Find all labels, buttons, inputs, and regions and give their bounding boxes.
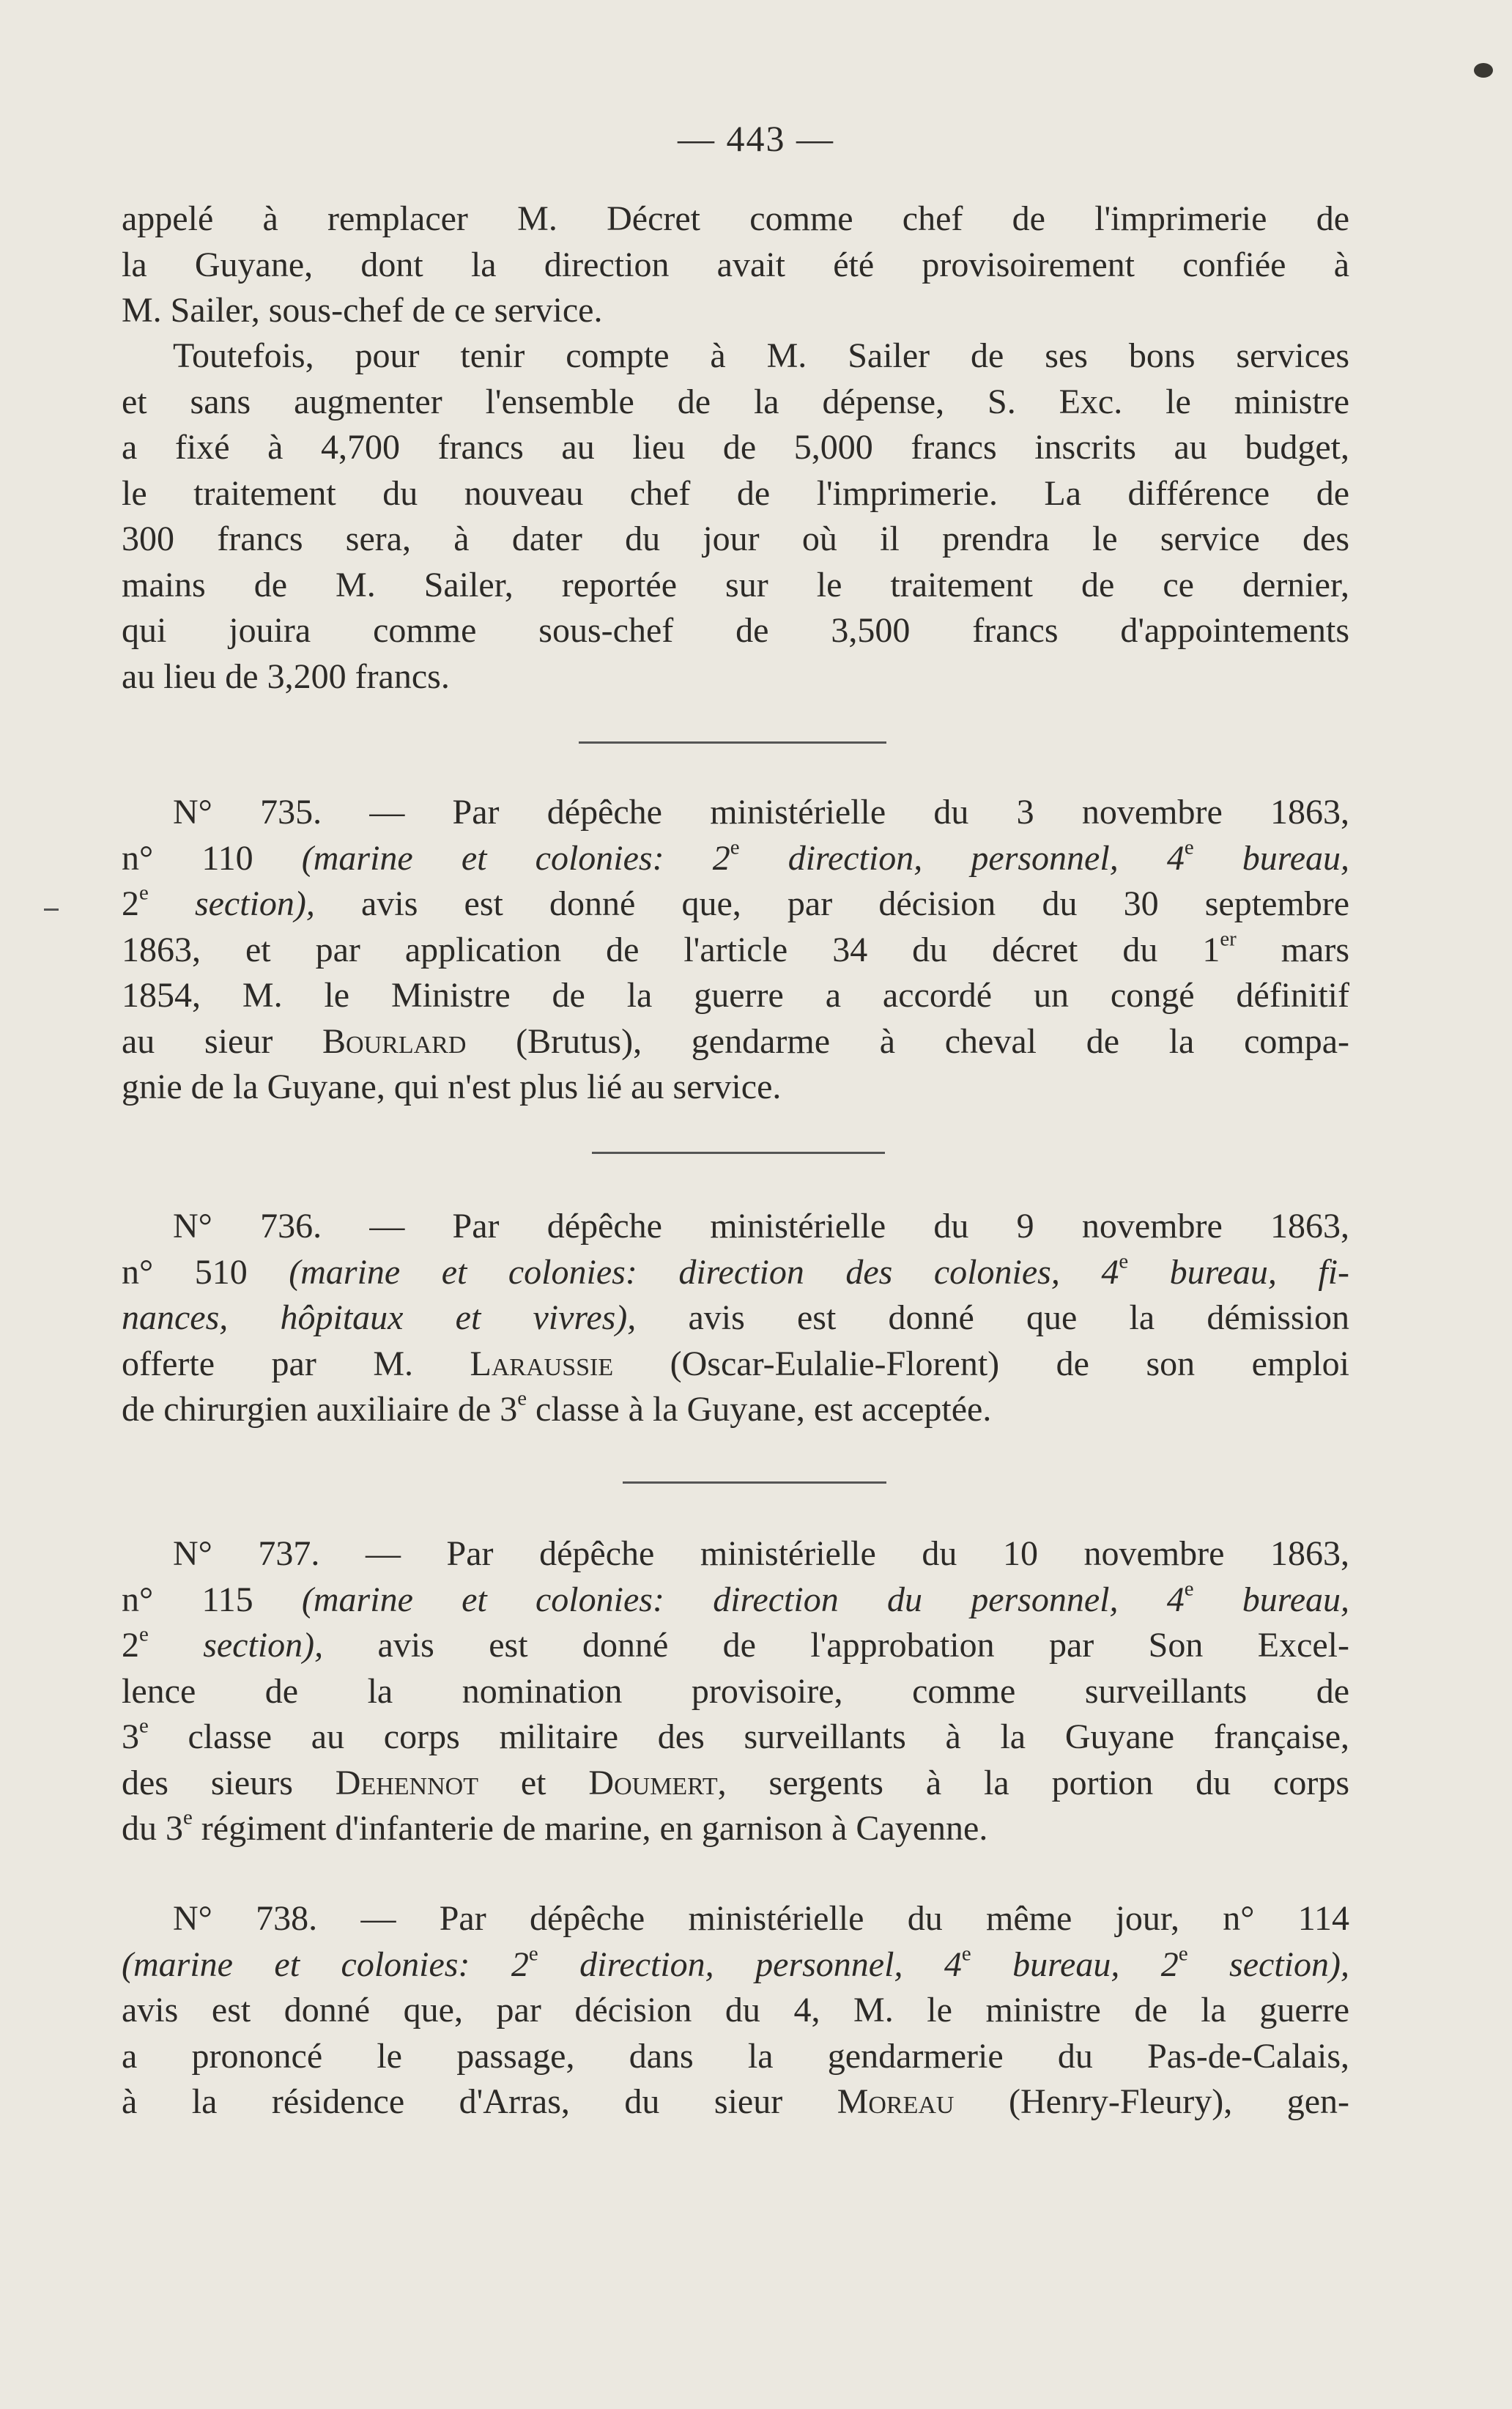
person-name: Dehennot <box>335 1763 478 1802</box>
text-line: N° 737. — Par dépêche ministérielle du 10 novembre 1863, <box>173 1534 1349 1573</box>
person-name: Laraussie <box>470 1344 614 1383</box>
page-number: — 443 — <box>678 118 834 159</box>
text-line: 3e classe au corps militaire des surveillants à la Guyane française, <box>122 1714 1349 1756</box>
text-line: 2e section), avis est donné que, par décision du 30 septembre <box>122 881 1350 923</box>
text-line: Toutefois, pour tenir compte à M. Sailer de ses bons services <box>173 336 1349 375</box>
text-line: 1863, et par application de l'article 34 du décret du 1er mars <box>122 926 1349 969</box>
text-line: a prononcé le passage, dans la gendarmerie du Pas-de-Calais, <box>122 2036 1349 2076</box>
entry-737 <box>122 1531 1349 1852</box>
text-line: au sieur Bourlard (Brutus), gendarme à cheval de la compa- <box>122 1021 1349 1061</box>
text-line: mains de M. Sailer, reportée sur le traitement de ce dernier, <box>122 565 1349 604</box>
text-line: N° 738. — Par dépêche ministérielle du même jour, n° 114 <box>173 1899 1349 1938</box>
text-line: n° 115 (marine et colonies: direction du personnel, 4e bureau, <box>122 1576 1349 1619</box>
text-line: nances, hôpitaux et vivres), avis est donné que la démission <box>122 1298 1350 1337</box>
text-line: à la résidence d'Arras, du sieur Moreau (Henry-Fleury), gen- <box>122 2082 1350 2121</box>
person-name: Bourlard <box>322 1021 467 1061</box>
text-line: n° 510 (marine et colonies: direction des colonies, 4e bureau, fi- <box>122 1248 1350 1292</box>
entry-736 <box>122 1204 1349 1433</box>
margin-mark <box>44 909 59 911</box>
text-line: 2e section), avis est donné de l'approbation par Son Excel- <box>122 1622 1349 1665</box>
text-line: N° 735. — Par dépêche ministérielle du 3 novembre 1863, <box>173 793 1349 832</box>
text-line: qui jouira comme sous-chef de 3,500 francs d'appointements <box>122 611 1349 650</box>
text-line: des sieurs Dehennot et Doumert, sergents à la portion du corps <box>122 1763 1350 1802</box>
text-line: N° 736. — Par dépêche ministérielle du 9 novembre 1863, <box>173 1207 1349 1246</box>
text-line: au lieu de 3,200 francs. <box>122 656 450 696</box>
text-line: n° 110 (marine et colonies: 2e direction, personnel, 4e bureau, <box>122 835 1350 878</box>
text-line: du 3e régiment d'infanterie de marine, en garnison à Cayenne. <box>122 1805 988 1848</box>
person-name: Moreau <box>837 2082 955 2121</box>
text-line: avis est donné que, par décision du 4, M. le ministre de la guerre <box>122 1991 1349 2029</box>
separator-rule <box>592 1152 885 1154</box>
text-line: lence de la nomination provisoire, comme surveillants de <box>122 1671 1349 1711</box>
text-line: 1854, M. le Ministre de la guerre a accordé un congé définitif <box>122 976 1349 1015</box>
text-line: M. Sailer, sous-chef de ce service. <box>122 291 603 330</box>
entry-735 <box>122 790 1349 1111</box>
ink-spot <box>1474 63 1493 78</box>
person-name: Doumert <box>588 1763 718 1802</box>
paragraph-toutefois <box>122 333 1349 700</box>
separator-rule <box>623 1481 886 1484</box>
separator-rule <box>579 741 886 744</box>
entry-738 <box>122 1896 1349 2125</box>
text-line: 300 francs sera, à dater du jour où il prendra le service des <box>122 519 1349 558</box>
text-line: offerte par M. Laraussie (Oscar-Eulalie-Florent) de son emploi <box>122 1344 1349 1383</box>
text-line: appelé à remplacer M. Décret comme chef de l'imprimerie de <box>122 199 1349 238</box>
text-line: a fixé à 4,700 francs au lieu de 5,000 francs inscrits au budget, <box>122 428 1349 467</box>
continuation-paragraph <box>122 196 1349 334</box>
text-line: et sans augmenter l'ensemble de la dépense, S. Exc. le ministre <box>122 382 1349 421</box>
text-line: de chirurgien auxiliaire de 3e classe à la Guyane, est acceptée. <box>122 1386 992 1429</box>
text-line: la Guyane, dont la direction avait été provisoirement confiée à <box>122 245 1349 284</box>
text-line: gnie de la Guyane, qui n'est plus lié au service. <box>122 1067 782 1106</box>
text-line: le traitement du nouveau chef de l'imprimerie. La différence de <box>122 473 1349 513</box>
text-line: (marine et colonies: 2e direction, personnel, 4e bureau, 2e section), <box>122 1941 1350 1984</box>
